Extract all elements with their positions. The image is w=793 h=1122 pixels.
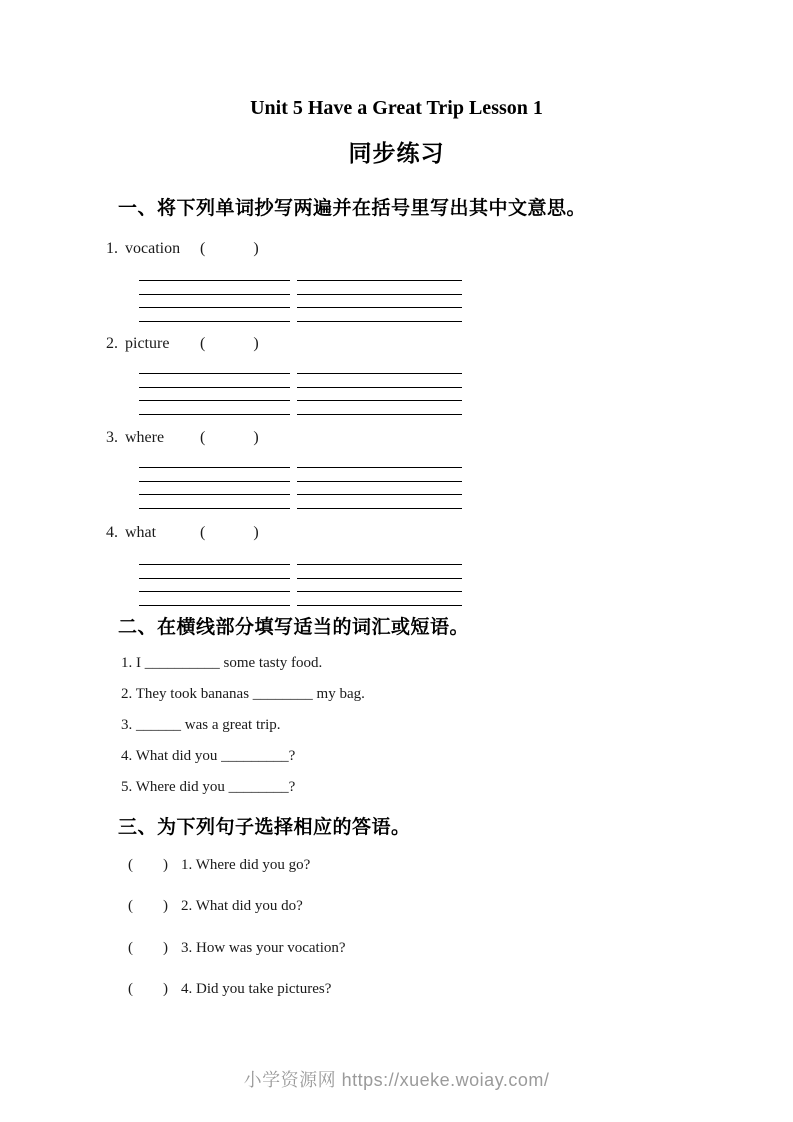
word-item-4-number: 4.	[106, 524, 118, 541]
writing-line	[139, 455, 290, 468]
fill-item-5: 5. Where did you ________?	[121, 779, 296, 795]
writing-line	[297, 482, 462, 495]
choice-item-2-text: 2. What did you do?	[181, 898, 303, 914]
writing-line	[139, 388, 290, 401]
writing-line	[297, 495, 462, 508]
writing-line	[139, 495, 290, 508]
writing-line	[139, 361, 290, 374]
writing-line	[139, 281, 290, 294]
writing-line	[139, 468, 290, 481]
writing-line	[297, 308, 462, 321]
choice-item-2	[128, 898, 303, 915]
writing-line	[139, 374, 290, 387]
word-item-3	[106, 429, 259, 447]
writing-line	[297, 468, 462, 481]
writing-line	[139, 268, 290, 281]
word-item-2-brackets: ( )	[200, 335, 259, 352]
writing-line	[297, 592, 462, 605]
answer-bracket: ( )	[128, 898, 168, 914]
choice-item-3-text: 3. How was your vocation?	[181, 940, 346, 956]
fill-item-4: 4. What did you _________?	[121, 748, 296, 764]
section-two-heading: 二、在横线部分填写适当的词汇或短语。	[118, 617, 470, 638]
fill-item-1: 1. I __________ some tasty food.	[121, 655, 323, 671]
writing-line	[139, 579, 290, 592]
choice-item-1	[128, 857, 310, 874]
writing-line	[297, 552, 462, 565]
fill-item-3: 3. ______ was a great trip.	[121, 717, 281, 733]
writing-line	[297, 374, 462, 387]
writing-lines-1	[139, 268, 462, 322]
word-item-3-word: where	[125, 429, 165, 446]
word-item-1-word: vocation	[125, 240, 181, 257]
writing-line	[297, 579, 462, 592]
choice-item-4-text: 4. Did you take pictures?	[181, 981, 332, 997]
word-item-1-brackets: ( )	[200, 240, 259, 257]
writing-line	[297, 388, 462, 401]
writing-lines-4	[139, 552, 462, 606]
writing-line	[139, 295, 290, 308]
writing-line	[297, 281, 462, 294]
writing-line	[139, 552, 290, 565]
choice-item-3	[128, 940, 346, 957]
fill-item-2: 2. They took bananas ________ my bag.	[121, 686, 365, 702]
section-three-heading: 三、为下列句子选择相应的答语。	[118, 817, 411, 838]
writing-line	[297, 401, 462, 414]
page-subtitle: 同步练习	[348, 140, 445, 166]
writing-line	[139, 482, 290, 495]
word-item-4-word: what	[125, 524, 157, 541]
page-title: Unit 5 Have a Great Trip Lesson 1	[250, 97, 543, 119]
answer-bracket: ( )	[128, 981, 168, 997]
writing-line	[297, 361, 462, 374]
word-item-3-brackets: ( )	[200, 429, 259, 446]
word-item-2	[106, 335, 259, 353]
writing-lines-2	[139, 361, 462, 415]
word-item-4	[106, 524, 259, 542]
writing-lines-3	[139, 455, 462, 509]
writing-line	[297, 268, 462, 281]
answer-bracket: ( )	[128, 857, 168, 873]
choice-item-4	[128, 981, 331, 998]
writing-line	[297, 295, 462, 308]
footer-watermark: 小学资源网 https://xueke.woiay.com/	[243, 1070, 550, 1090]
word-item-4-brackets: ( )	[200, 524, 259, 541]
word-item-1-number: 1.	[106, 240, 118, 257]
writing-line	[139, 308, 290, 321]
word-item-2-word: picture	[125, 335, 170, 352]
choice-item-1-text: 1. Where did you go?	[181, 857, 311, 873]
writing-line	[297, 455, 462, 468]
section-one-heading: 一、将下列单词抄写两遍并在括号里写出其中文意思。	[118, 198, 587, 219]
writing-line	[139, 565, 290, 578]
word-item-2-number: 2.	[106, 335, 118, 352]
writing-line	[297, 565, 462, 578]
word-item-3-number: 3.	[106, 429, 118, 446]
word-item-1	[106, 240, 259, 258]
writing-line	[139, 401, 290, 414]
writing-line	[139, 592, 290, 605]
answer-bracket: ( )	[128, 940, 168, 956]
